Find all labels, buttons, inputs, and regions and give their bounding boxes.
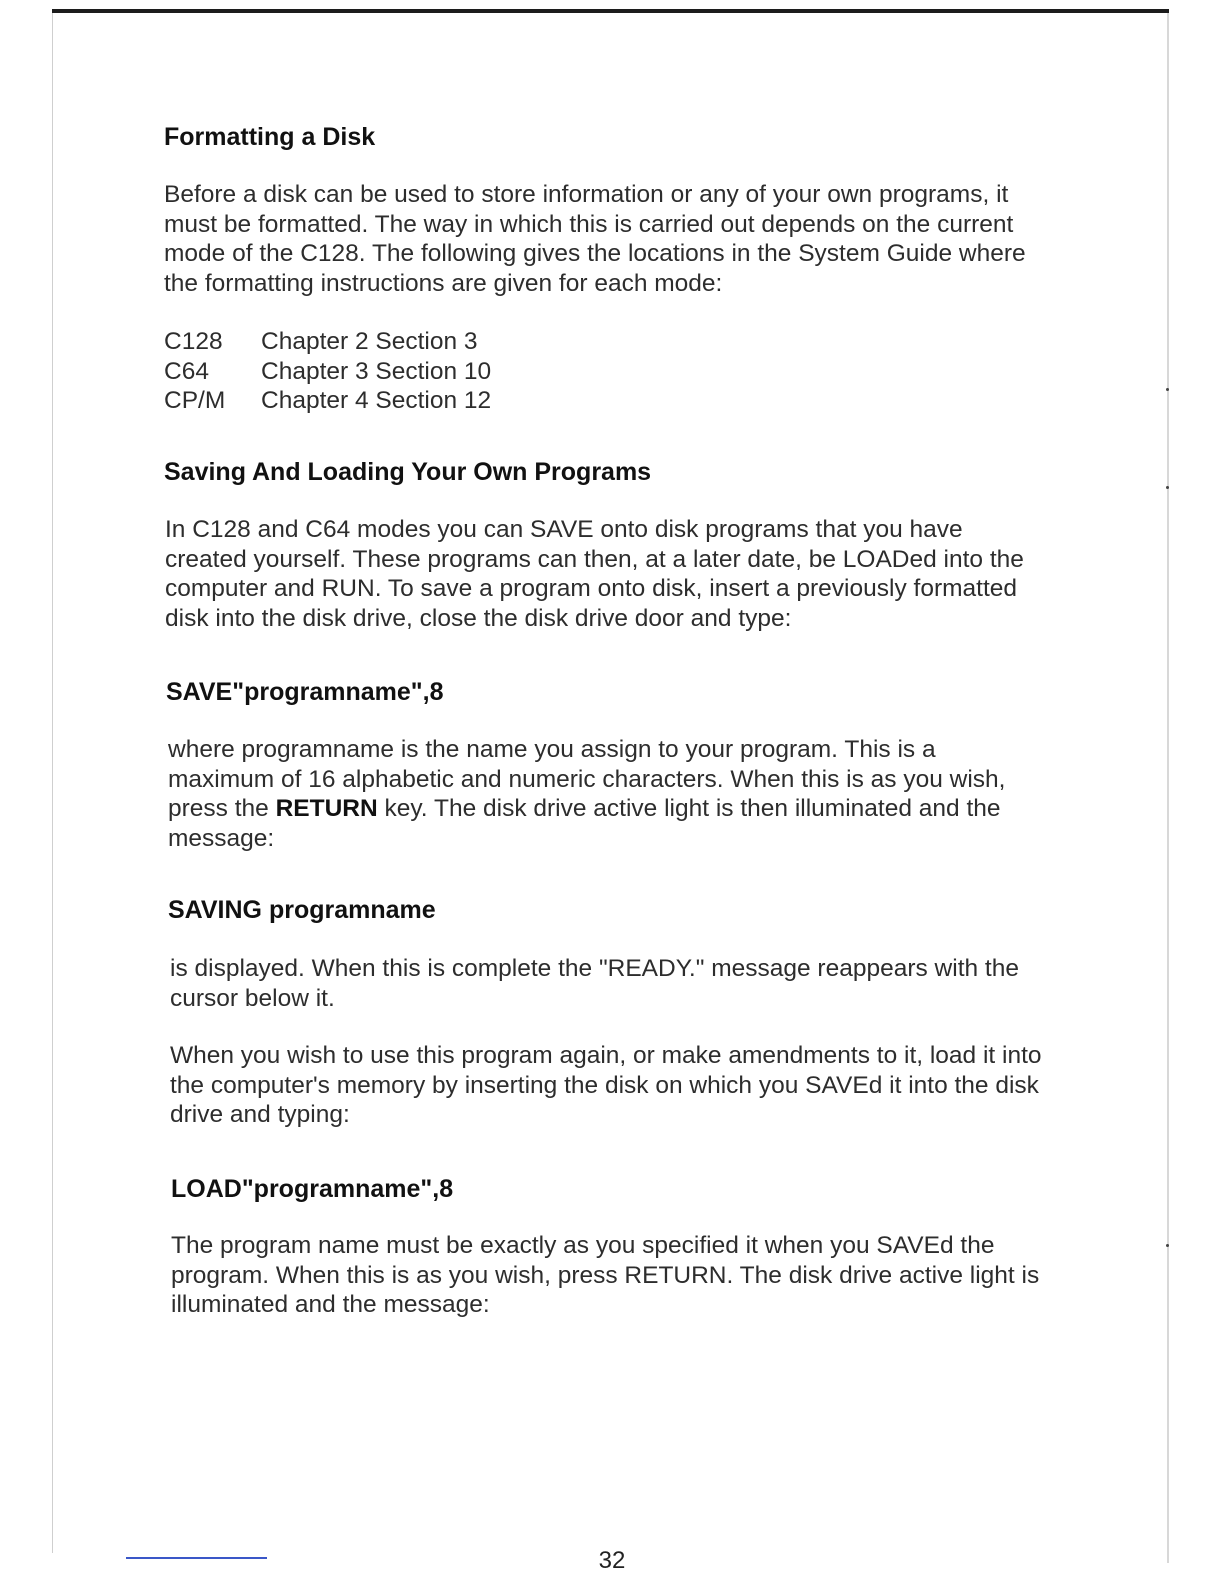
return-key-label: RETURN — [275, 795, 378, 822]
mode-location-list — [164, 327, 764, 416]
mode-location: Chapter 2 Section 3 — [261, 328, 478, 355]
page-right-edge — [1167, 13, 1169, 1563]
page-left-edge — [52, 13, 53, 1553]
load-result-paragraph: The program name must be exactly as you specified it when you SAVEd the program. When this is as you wish, press RETURN. The disk drive active light is illuminated and the message: — [171, 1232, 1040, 1318]
mode-label: C64 — [164, 357, 209, 385]
page-number: 32 — [598, 1547, 626, 1574]
heading-formatting-a-disk: Formatting a Disk — [164, 123, 376, 151]
saving-paragraph: In C128 and C64 modes you can SAVE onto disk programs that you have created yourself. These programs can then, at a later date, be LOADed into the computer and RUN. To save a program onto disk, insert a previously formatted disk into the disk drive, close the disk drive door and type: — [165, 516, 1024, 632]
mode-location: Chapter 4 Section 12 — [261, 387, 492, 414]
scan-speck — [1166, 1244, 1169, 1247]
heading-saving-and-loading: Saving And Loading Your Own Programs — [164, 458, 652, 486]
load-intro-paragraph: When you wish to use this program again, or make amendments to it, load it into the computer's memory by inserting the disk on which you SAVEd it into the disk drive and typing: — [170, 1042, 1042, 1128]
mode-label: CP/M — [164, 387, 226, 414]
programname-text-before: where programname is the name you assign to your program. This is a maximum of 16 alphabetic and numeric characters. When this is as you wish, press the — [168, 736, 1006, 822]
scan-speck — [1166, 486, 1169, 489]
list-item — [164, 386, 764, 416]
saving-message: SAVING programname — [168, 896, 436, 924]
programname-text-after: key. The disk drive active light is then illuminated and the message: — [168, 795, 1001, 852]
scan-speck — [1166, 388, 1169, 391]
bottom-scan-mark — [126, 1557, 267, 1559]
mode-label: C128 — [164, 328, 223, 355]
programname-paragraph — [168, 735, 1048, 853]
formatting-paragraph: Before a disk can be used to store information or any of your own programs, it must be formatted. The way in which this is carried out depends on the current mode of the C128. The following gives the locations in the System Guide where the formatting instructions are given for each mode: — [164, 181, 1026, 297]
load-command: LOAD"programname",8 — [171, 1175, 454, 1203]
list-item — [164, 357, 764, 387]
list-item — [164, 327, 764, 357]
mode-location: Chapter 3 Section 10 — [261, 357, 492, 385]
displayed-paragraph: is displayed. When this is complete the "READY." message reappears with the cursor below it. — [170, 955, 1019, 1012]
save-command: SAVE"programname",8 — [166, 678, 444, 706]
top-rule — [52, 9, 1169, 13]
